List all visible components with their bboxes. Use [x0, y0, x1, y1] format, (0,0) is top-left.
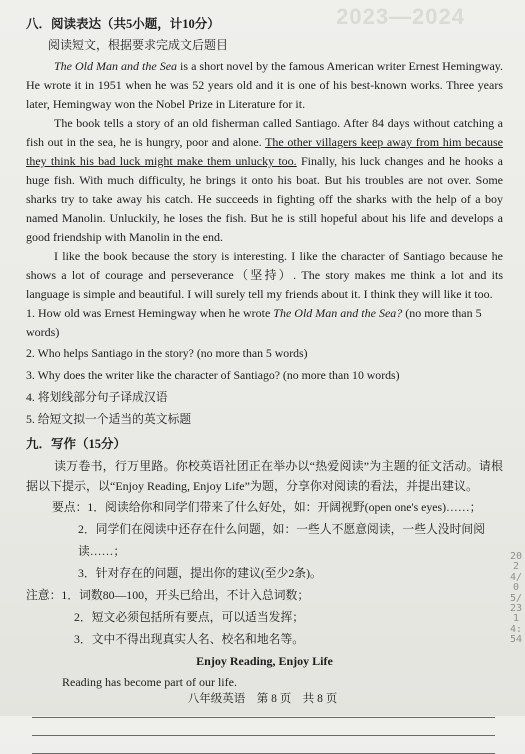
notes-label: 注意： [26, 588, 62, 602]
bleed-through-header: 2023—2024 [336, 4, 465, 29]
answer-line [32, 736, 495, 754]
question-1: 1. How old was Ernest Hemingway when he wrote The Old Man and the Sea? (no more than 5 words) [26, 306, 482, 339]
section-9-title: 九．写作（15分） [26, 437, 127, 451]
notes-row-2: 2．短文必须包括所有要点，可以适当发挥； [74, 610, 305, 624]
notes-row-3: 3．文中不得出现真实人名、校名和地名等。 [74, 632, 305, 646]
page-footer: 八年级英语 第 8 页 共 8 页 [187, 693, 338, 705]
book-title: The Old Man and the Sea [54, 59, 178, 73]
section-8-instruction: 阅读短文，根据要求完成文后题目 [48, 38, 229, 52]
essay-start: Reading has become part of our life. [62, 675, 237, 689]
points-row-1: 要点：1．阅读给你和同学们带来了什么好处，如：开阔视野(open one's eyes)……； [52, 500, 482, 514]
points-row-2: 2．同学们在阅读中还存在什么问题，如：一些人不愿意阅读，一些人没时间阅读……； [78, 522, 485, 558]
question-2: 2. Who helps Santiago in the story? (no more than 5 words) [26, 346, 308, 360]
passage-paragraph-2: The book tells a story of an old fisherman called Santiago. After 84 days without catching a fish out in the sea, he is hungry, poor and alone. The other villagers keep away from him because they think his bad luck might make them unlucky too. Finally, his luck changes and he hooks a huge fish. With much difficulty, he brings it onto his boat. But his troubles are not over. Some sharks try to take away his catch. He succeeds in fighting off the sharks with the help of a boy named Manolin. Unluckily, he loses the fish. But he is still hopeful about his life and develops a good friendship with Manolin in the end. [26, 116, 503, 244]
underlined-sentence: The other villagers keep away from him because they think his bad luck might make them unlucky too. [26, 135, 503, 168]
points-row-3: 3．针对存在的问题，提出你的建议(至少2条)。 [78, 566, 322, 580]
notes-row-1: 注意：1．词数80—100，开头已给出，不计入总词数； [26, 588, 310, 602]
passage-paragraph-3: I like the book because the story is interesting. I like the character of Santiago because he shows a lot of courage and perseverance（坚持）. The story makes me think a lot and its language is simple and beautiful. I will surely tell my friends about it. I think they will like it too. [26, 249, 503, 301]
question-4: 4. 将划线部分句子译成汉语 [26, 390, 168, 404]
points-label: 要点： [52, 500, 88, 514]
section-8-title: 八．阅读表达（共5小题，计10分） [26, 17, 220, 31]
essay-title: Enjoy Reading, Enjoy Life [196, 654, 333, 668]
writing-prompt: 读万卷书，行万里路。你校英语社团正在举办以“热爱阅读”为主题的征文活动。请根据以下提示，以“Enjoy Reading, Enjoy Life”为题，分享你对阅读的看法，并提出建议。 [26, 459, 503, 493]
answer-line [32, 718, 495, 736]
question-3: 3. Why does the writer like the character of Santiago? (no more than 10 words) [26, 368, 400, 382]
passage-paragraph-1: The Old Man and the Sea is a short novel by the famous American writer Ernest Hemingway. He wrote it in 1951 when he was 52 years old and it is one of his best-known works. Three years later, Hemingway won the Nobel Prize in Literature for it. [26, 59, 503, 111]
photo-timestamp: 2024/05/23 14:54 [509, 551, 523, 646]
question-5: 5. 给短文拟一个适当的英文标题 [26, 412, 192, 426]
